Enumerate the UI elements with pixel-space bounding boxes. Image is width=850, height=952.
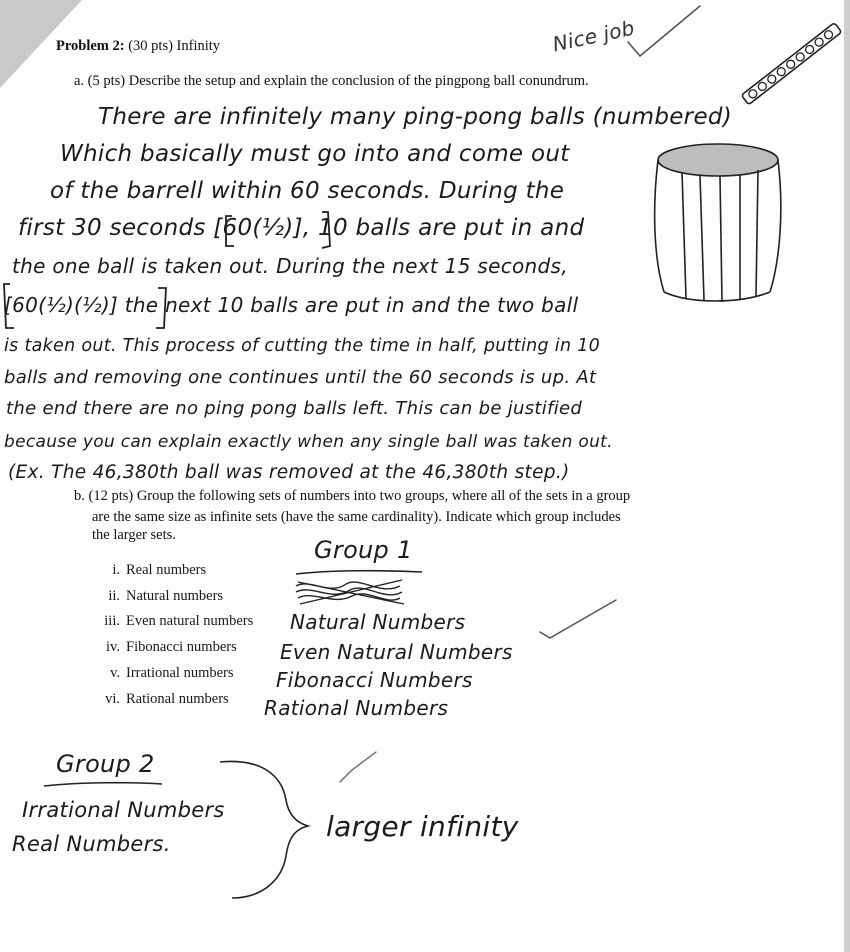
bracket-mark	[4, 284, 14, 328]
bracket-mark	[156, 288, 166, 328]
answer-line-8: balls and removing one continues until the 60 seconds is up. At	[4, 367, 597, 388]
problem-title: Problem 2:	[56, 38, 125, 54]
group-2-member: Irrational Numbers	[22, 798, 225, 822]
group-1-member: Even Natural Numbers	[280, 640, 513, 664]
group-2-underline	[44, 783, 162, 786]
grader-note: Nice job	[550, 15, 637, 57]
answer-line-2: Which basically must go into and come out	[60, 141, 570, 167]
larger-infinity-note: larger infinity	[326, 810, 519, 843]
group-2-member: Real Numbers.	[12, 832, 171, 856]
list-item: vi. Rational numbers	[105, 691, 229, 707]
group-2-heading: Group 2	[56, 750, 155, 778]
answer-line-6: [60(½)(½)] the next 10 balls are put in and the two ball	[4, 293, 579, 317]
answer-line-11: (Ex. The 46,380th ball was removed at the 46,380th step.)	[8, 462, 570, 483]
barrel-drawing	[655, 144, 781, 302]
list-item: i. Real numbers	[112, 562, 207, 578]
list-item: iv. Fibonacci numbers	[106, 639, 237, 655]
answer-line-1: There are infinitely many ping-pong balls (numbered)	[98, 104, 733, 130]
bracket-mark	[322, 212, 330, 248]
checkmark-icon	[628, 6, 700, 56]
part-a-prompt: a. (5 pts) Describe the setup and explain the conclusion of the pingpong ball conundrum.	[74, 73, 589, 89]
group-1-member: Rational Numbers	[264, 696, 449, 720]
curly-brace-mark	[220, 761, 308, 898]
answer-line-9: the end there are no ping pong balls left. This can be justified	[6, 398, 583, 419]
checkmark-icon	[540, 600, 616, 638]
answer-line-4: first 30 seconds [60(½)], 10 balls are put in and	[18, 215, 585, 241]
answer-line-3: of the barrell within 60 seconds. During the	[50, 178, 565, 204]
list-item: ii. Natural numbers	[108, 588, 224, 604]
ping-pong-ball-stick-drawing	[741, 23, 841, 105]
group-1-heading: Group 1	[314, 536, 413, 564]
part-b-prompt-line-1: b. (12 pts) Group the following sets of numbers into two groups, where all of the sets in a group	[74, 488, 631, 504]
group-1-underline	[296, 571, 422, 574]
part-b-prompt-line-3: the larger sets.	[92, 527, 176, 543]
answer-line-10: because you can explain exactly when any single ball was taken out.	[4, 432, 613, 452]
checkmark-icon	[340, 752, 376, 782]
answer-line-5: the one ball is taken out. During the next 15 seconds,	[12, 254, 568, 278]
group-1-member: Natural Numbers	[290, 610, 466, 634]
scribble-mark	[296, 580, 404, 604]
list-item: iii. Even natural numbers	[104, 613, 254, 629]
bracket-mark	[226, 216, 234, 246]
group-1-member: Fibonacci Numbers	[276, 668, 473, 692]
problem-points: (30 pts) Infinity	[128, 38, 221, 54]
part-b-prompt-line-2: are the same size as infinite sets (have the same cardinality). Indicate which group includes	[92, 509, 621, 525]
answer-line-7: is taken out. This process of cutting the time in half, putting in 10	[4, 336, 601, 356]
list-item: v. Irrational numbers	[110, 665, 234, 681]
